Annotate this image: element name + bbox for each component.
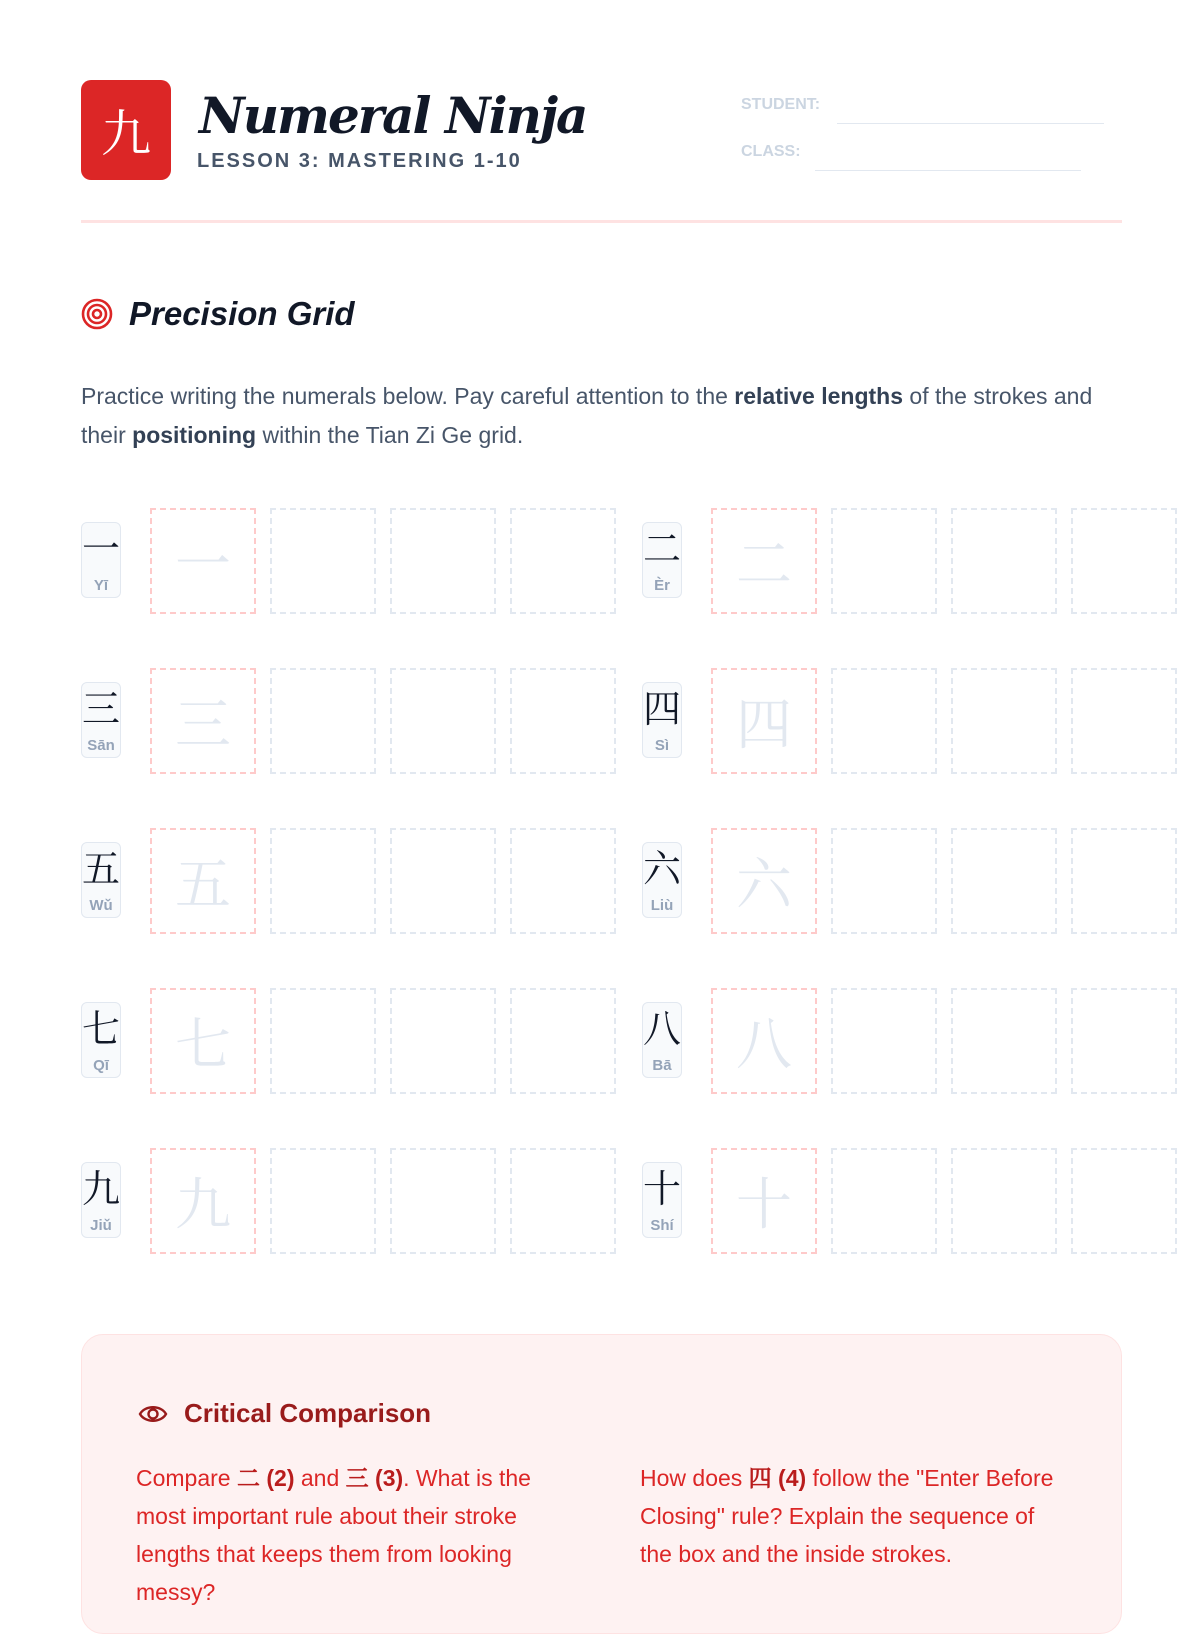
numeral-character: 五 (82, 847, 121, 891)
practice-box[interactable] (510, 668, 616, 774)
practice-box[interactable] (951, 828, 1057, 934)
numeral-character: 三 (82, 687, 121, 731)
reference-card (642, 842, 682, 918)
trace-box[interactable] (150, 828, 256, 934)
trace-box[interactable] (711, 828, 817, 934)
practice-box[interactable] (510, 988, 616, 1094)
instructions (81, 377, 1122, 455)
numeral-pinyin: Sān (87, 737, 115, 754)
reference-card (642, 522, 682, 598)
numeral-pinyin: Qī (93, 1057, 109, 1074)
practice-box[interactable] (390, 828, 496, 934)
logo (81, 80, 171, 180)
practice-box[interactable] (1071, 828, 1177, 934)
practice-box[interactable] (390, 668, 496, 774)
trace-character: 一 (175, 533, 231, 598)
numeral-pinyin: Sì (654, 737, 670, 754)
trace-box[interactable] (150, 988, 256, 1094)
numeral-pinyin: Yī (93, 577, 109, 594)
question-text: . What is the most important rule about their stroke lengths that keeps them from looking messy? (136, 1465, 531, 1605)
trace-character: 五 (175, 853, 231, 918)
question-text: follow the "Enter Before Closing" rule? Explain the sequence of the box and the inside strokes. (640, 1465, 1054, 1567)
numeral-character: 十 (643, 1167, 682, 1211)
panel-title: Critical Comparison (184, 1398, 432, 1428)
trace-character: 八 (736, 1013, 792, 1078)
reference-card (81, 682, 121, 758)
practice-box[interactable] (390, 508, 496, 614)
numeral-pinyin: Liù (650, 897, 674, 914)
numeral-pinyin: Bā (652, 1057, 672, 1074)
practice-box[interactable] (831, 828, 937, 934)
intro-text: within the Tian Zi Ge grid. (256, 422, 524, 448)
class-name-line[interactable] (815, 170, 1081, 171)
numeral-character: 二 (643, 527, 682, 571)
logo-character: 九 (101, 105, 151, 163)
practice-box[interactable] (270, 508, 376, 614)
trace-box[interactable] (150, 1148, 256, 1254)
trace-box[interactable] (150, 508, 256, 614)
question-emphasis: 二 (2) (236, 1465, 295, 1491)
practice-box[interactable] (831, 988, 937, 1094)
numeral-character: 四 (643, 687, 682, 731)
reference-card (81, 522, 121, 598)
practice-box[interactable] (1071, 668, 1177, 774)
trace-character: 四 (736, 693, 792, 758)
practice-box[interactable] (270, 668, 376, 774)
practice-box[interactable] (510, 508, 616, 614)
reference-card (642, 682, 682, 758)
class-label: CLASS: (741, 143, 801, 160)
trace-character: 十 (736, 1173, 792, 1238)
trace-character: 三 (175, 693, 231, 758)
lesson-subtitle: LESSON 3: MASTERING 1-10 (197, 150, 522, 172)
numeral-pinyin: Èr (654, 577, 670, 594)
practice-box[interactable] (390, 988, 496, 1094)
trace-character: 七 (175, 1013, 231, 1078)
practice-box[interactable] (1071, 988, 1177, 1094)
numeral-character: 九 (82, 1167, 121, 1211)
question-text: How does (640, 1465, 749, 1491)
practice-box[interactable] (510, 1148, 616, 1254)
practice-box[interactable] (951, 508, 1057, 614)
question-emphasis: 四 (4) (748, 1465, 807, 1491)
practice-box[interactable] (831, 1148, 937, 1254)
trace-character: 六 (736, 853, 792, 918)
question-text: Compare (136, 1465, 237, 1491)
question-2 (640, 1459, 1060, 1573)
practice-box[interactable] (831, 508, 937, 614)
section-title: Precision Grid (129, 295, 355, 332)
reference-card (642, 1002, 682, 1078)
intro-emphasis: positioning (132, 422, 257, 448)
target-icon (81, 298, 113, 330)
practice-box[interactable] (270, 988, 376, 1094)
question-1 (136, 1459, 576, 1611)
trace-character: 二 (736, 533, 792, 598)
numeral-pinyin: Jiǔ (90, 1217, 112, 1234)
trace-box[interactable] (711, 1148, 817, 1254)
reference-card (81, 842, 121, 918)
numeral-pinyin: Shí (650, 1217, 674, 1234)
reference-card (642, 1162, 682, 1238)
practice-box[interactable] (951, 1148, 1057, 1254)
practice-box[interactable] (390, 1148, 496, 1254)
student-label: STUDENT: (741, 96, 821, 113)
trace-box[interactable] (711, 668, 817, 774)
critical-comparison-panel (81, 1334, 1122, 1634)
question-text: and (294, 1465, 346, 1491)
practice-box[interactable] (510, 828, 616, 934)
trace-box[interactable] (711, 508, 817, 614)
trace-character: 九 (175, 1173, 231, 1238)
trace-box[interactable] (711, 988, 817, 1094)
reference-card (81, 1002, 121, 1078)
intro-text: of the strokes and their (81, 383, 1093, 448)
header-divider (81, 220, 1122, 223)
student-name-line[interactable] (837, 123, 1104, 124)
practice-box[interactable] (951, 668, 1057, 774)
trace-box[interactable] (150, 668, 256, 774)
practice-box[interactable] (270, 1148, 376, 1254)
practice-box[interactable] (270, 828, 376, 934)
numeral-character: 一 (82, 527, 121, 571)
intro-text: Practice writing the numerals below. Pay careful attention to the (81, 383, 735, 409)
practice-box[interactable] (831, 668, 937, 774)
numeral-character: 七 (82, 1007, 121, 1051)
numeral-character: 八 (643, 1007, 682, 1051)
eye-icon (138, 1399, 168, 1429)
reference-card (81, 1162, 121, 1238)
numeral-pinyin: Wǔ (89, 897, 113, 914)
page-title: Numeral Ninja (199, 86, 587, 145)
practice-box[interactable] (1071, 508, 1177, 614)
numeral-character: 六 (643, 847, 682, 891)
practice-box[interactable] (951, 988, 1057, 1094)
intro-emphasis: relative lengths (734, 383, 904, 409)
question-emphasis: 三 (3) (345, 1465, 404, 1491)
practice-box[interactable] (1071, 1148, 1177, 1254)
